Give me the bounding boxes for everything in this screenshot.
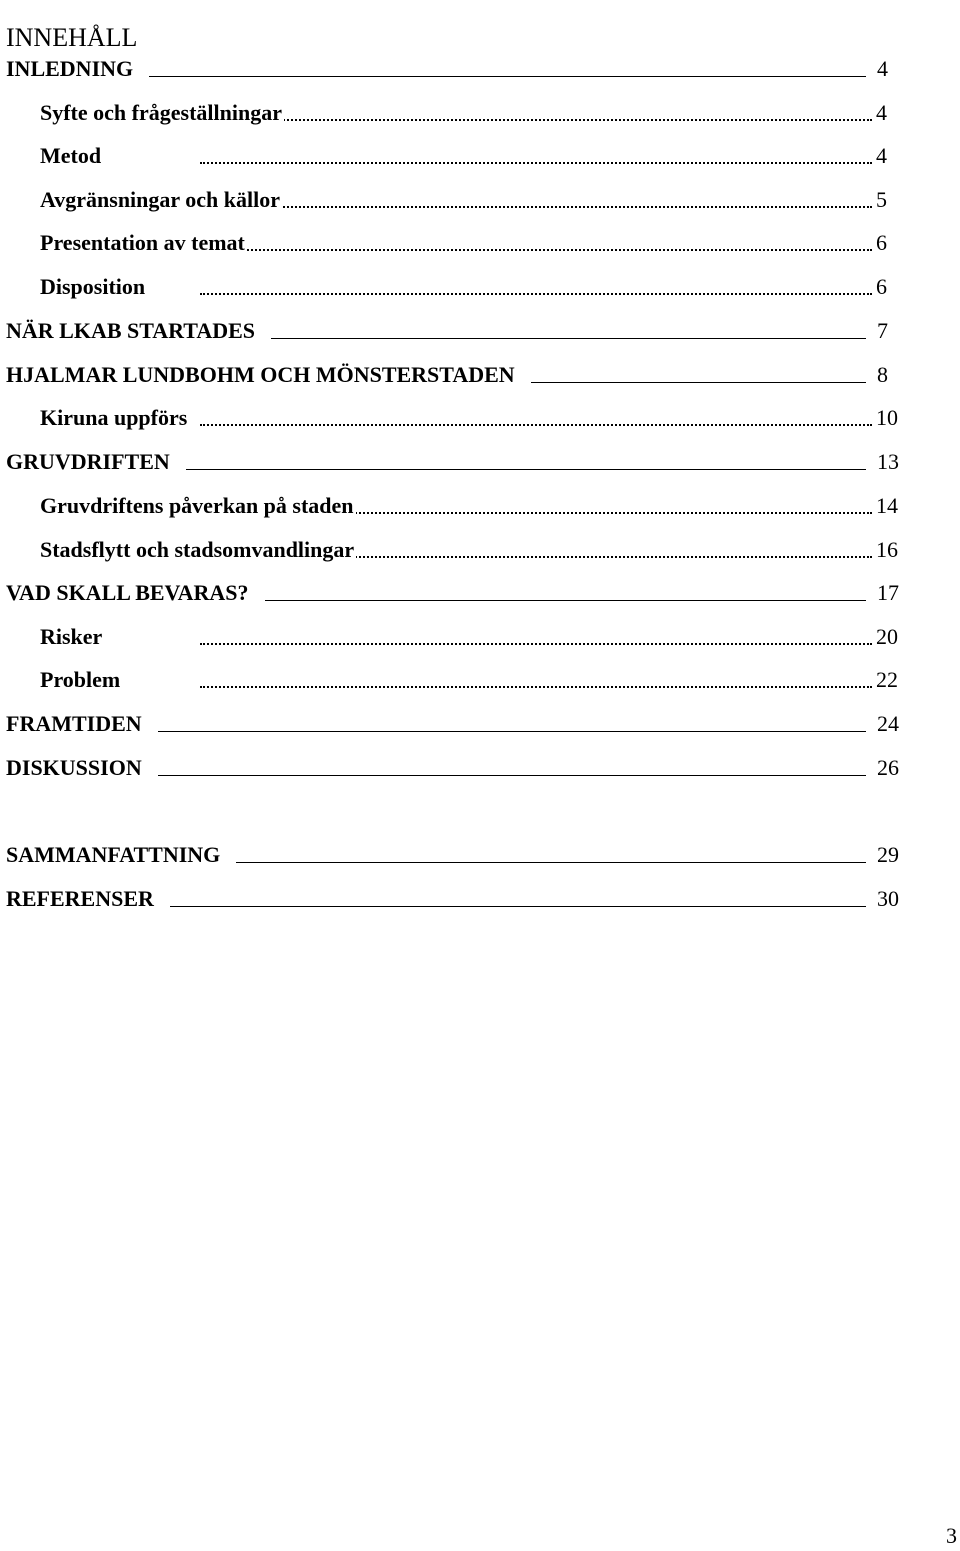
toc-entry[interactable]: [0, 535, 960, 565]
toc-entry[interactable]: [0, 316, 960, 346]
toc-entry-page: 17: [877, 580, 899, 605]
toc-entry-title: GRUVDRIFTEN: [6, 447, 172, 477]
toc-leader-line: [158, 731, 866, 732]
toc-entry-title: VAD SKALL BEVARAS?: [6, 578, 251, 608]
toc-entry[interactable]: [0, 447, 960, 477]
toc-entry-page: 16: [874, 535, 898, 565]
toc-entry-page: 7: [877, 318, 888, 343]
toc-leader-line: [236, 862, 866, 863]
toc-entry-title: Metod: [40, 141, 103, 171]
toc-entry[interactable]: [0, 403, 960, 433]
toc-entry-title: SAMMANFATTNING: [6, 840, 222, 870]
toc-leader-dots: [200, 119, 872, 121]
toc-entry[interactable]: [0, 753, 960, 783]
toc-entry-title: Gruvdriftens påverkan på staden: [40, 491, 356, 521]
toc-entry-title: Stadsflytt och stadsomvandlingar: [40, 535, 356, 565]
toc-entry-title: INLEDNING: [6, 54, 135, 84]
toc-leader-line: [186, 469, 866, 470]
toc-entry[interactable]: [0, 840, 960, 870]
toc-entry[interactable]: [0, 578, 960, 608]
toc-entry-page: 4: [877, 56, 888, 81]
page-title: INNEHÅLL: [6, 23, 138, 53]
toc-entry[interactable]: [0, 141, 960, 171]
toc-entry[interactable]: [0, 54, 960, 84]
toc-leader-dots: [200, 162, 872, 164]
toc-entry-page: 14: [874, 491, 898, 521]
toc-entry[interactable]: [0, 665, 960, 695]
toc-entry[interactable]: [0, 491, 960, 521]
toc-entry-page: 29: [877, 842, 899, 867]
toc-entry-page: 8: [877, 362, 888, 387]
page-number: 3: [946, 1523, 957, 1548]
toc-entry-title: HJALMAR LUNDBOHM OCH MÖNSTERSTADEN: [6, 360, 517, 390]
toc-leader-line: [170, 906, 866, 907]
toc-entry-page: 30: [877, 886, 899, 911]
toc-entry-page: 24: [877, 711, 899, 736]
toc-entry-page: 4: [874, 98, 887, 128]
toc-entry-title: DISKUSSION: [6, 753, 144, 783]
toc-entry-page: 20: [874, 622, 898, 652]
toc-entry-page: 13: [877, 449, 899, 474]
toc-leader-line: [149, 76, 866, 77]
toc-leader-dots: [200, 293, 872, 295]
toc-leader-dots: [200, 686, 872, 688]
toc-leader-dots: [200, 206, 872, 208]
toc-entry-title: Syfte och frågeställningar: [40, 98, 284, 128]
toc-entry-page: 5: [874, 185, 887, 215]
toc-entry[interactable]: [0, 622, 960, 652]
toc-entry-page: 6: [874, 228, 887, 258]
toc-leader-line: [531, 382, 866, 383]
toc-leader-dots: [200, 643, 872, 645]
toc-entry-title: Disposition: [40, 272, 147, 302]
toc-entry-title: Risker: [40, 622, 104, 652]
toc-entry-title: FRAMTIDEN: [6, 709, 144, 739]
toc-leader-line: [265, 600, 866, 601]
toc-entry-page: 26: [877, 755, 899, 780]
toc-entry[interactable]: [0, 709, 960, 739]
toc-leader-line: [158, 775, 866, 776]
toc-leader-dots: [200, 249, 872, 251]
toc-entry[interactable]: [0, 228, 960, 258]
toc-entry[interactable]: [0, 98, 960, 128]
toc-entry-title: Presentation av temat: [40, 228, 247, 258]
toc-entry-page: 10: [874, 403, 898, 433]
toc-leader-dots: [200, 424, 872, 426]
toc-entry[interactable]: [0, 360, 960, 390]
toc-leader-line: [271, 338, 866, 339]
toc-entry-page: 6: [874, 272, 887, 302]
toc-entry-title: NÄR LKAB STARTADES: [6, 316, 257, 346]
toc-entry-page: 4: [874, 141, 887, 171]
toc-entry-title: Problem: [40, 665, 122, 695]
toc-entry[interactable]: [0, 272, 960, 302]
toc-entry-title: Kiruna uppförs: [40, 403, 189, 433]
toc-entry-title: Avgränsningar och källor: [40, 185, 282, 215]
toc-entry-title: REFERENSER: [6, 884, 156, 914]
toc-entry[interactable]: [0, 185, 960, 215]
toc-entry[interactable]: [0, 884, 960, 914]
toc-entry-page: 22: [874, 665, 898, 695]
